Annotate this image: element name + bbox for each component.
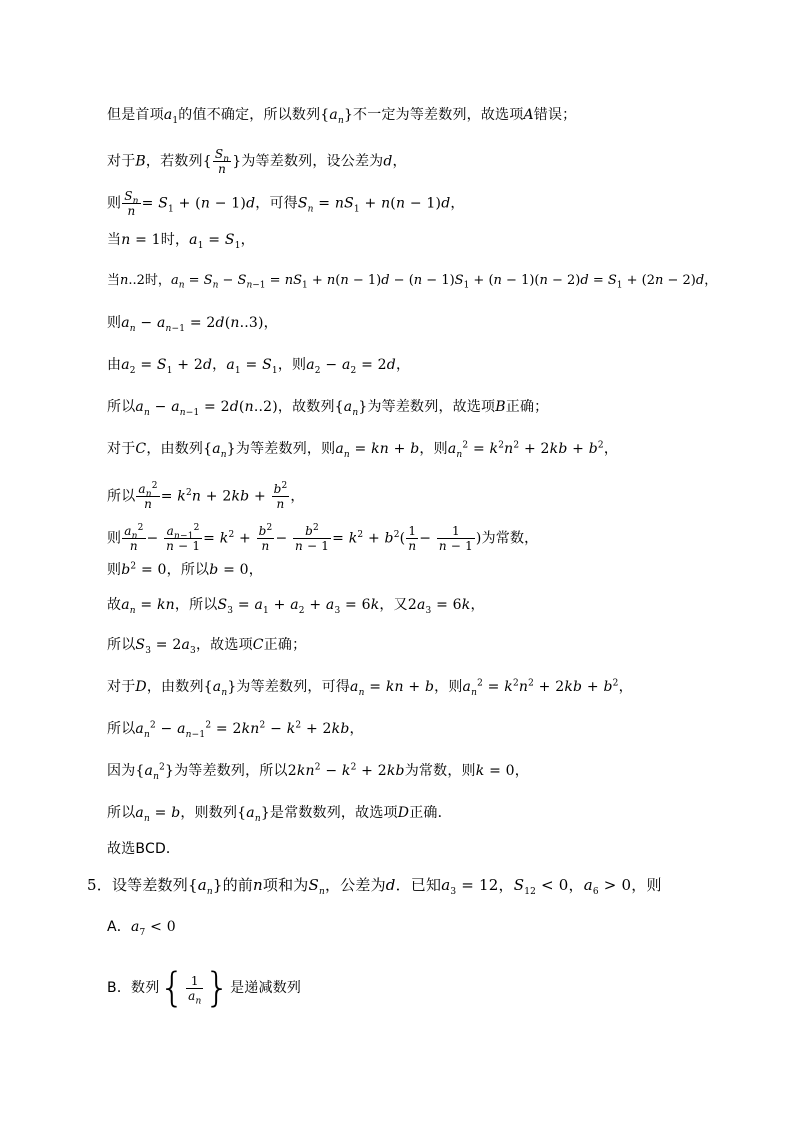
solution-line: 所以$a_n - a_{n-1} = 2d(n..2)$，故数列$\{a_n\}$为等差数列，故选项B正确； xyxy=(107,399,549,418)
solution-line: 因为$\{a_n^2\}$为等差数列，所以$2kn^2 - k^2 + 2kb$为常数，则k = 0， xyxy=(107,762,529,782)
question-5: 5．设等差数列$\{a_n\}$的前n项和为$S_n$，公差为d．已知$a_3 = 12$，$S_{12} < 0$，$a_6 > 0$，则 xyxy=(87,876,662,897)
solution-line: 则$b^2 = 0$，所以b = 0， xyxy=(107,561,263,578)
solution-line: 所以$a_n^2 - a_{n-1}^2 = 2kn^2 - k^2 + 2kb$， xyxy=(107,720,364,740)
option-b: B．数列{ $\frac{1}{a_n}$ }是递减数列 xyxy=(107,965,302,1011)
solution-line: 则 $\frac{S_n}{n}$ = $S_1 + (n - 1)d$，可得$S_n = nS_1 + n(n - 1)d$， xyxy=(107,189,465,218)
solution-line: 当n..2时，$a_n = S_n - S_{n-1} = nS_1 + n(n - 1)d - (n - 1)S_1 + (n - 1)(n - 2)d = S_1 + (2n - 2)d$， xyxy=(107,273,718,291)
solution-line: 但是首项$a_1$的值不确定，所以数列$\{a_n\}$不一定为等差数列，故选项A错误； xyxy=(107,107,577,126)
solution-line: 由$a_2 = S_1 + 2d$，$a_1 = S_1$，则$a_2 - a_2 = 2d$， xyxy=(107,357,411,376)
option-a: A．$a_7 < 0$ xyxy=(107,919,176,938)
solution-line: 所以 $\frac{a_n^2}{n}$ = $k^2n + 2kb$ + $\frac{b^2}{n}$ ， xyxy=(107,481,305,511)
solution-line: 对于C，由数列$\{a_n\}$为等差数列，则$a_n$ = kn + b，则$a_n^2 = k^2n^2 + 2kb + b^2$， xyxy=(107,440,619,460)
solution-line: 对于D，由数列$\{a_n\}$为等差数列，可得$a_n$ = kn + b，则$a_n^2 = k^2n^2 + 2kb + b^2$， xyxy=(107,678,633,698)
solution-line: 则$a_n - a_{n-1} = 2d(n..3)$， xyxy=(107,315,278,334)
solution-line: 则 $\frac{a_n^2}{n}$ − $\frac{a_{n-1}^2}{n - 1}$ = $k^2$ + $\frac{b^2}{n}$ − $\frac{b^2}{n - 1}$ = $k^2 + b^2$( $\frac{1}{n}$ − $\frac{1}{n - 1}$ )为常数， xyxy=(107,523,539,553)
solution-line: 故$a_n$ = kn，所以$S_3 = a_1 + a_2 + a_3 = 6k$，又$2a_3 = 6k$， xyxy=(107,597,485,616)
solution-line: 所以$a_n = b$，则数列$\{a_n\}$是常数数列，故选项D正确． xyxy=(107,805,452,824)
answer-line: 故选BCD． xyxy=(107,841,181,857)
solution-line: 对于B，若数列{ $\frac{S_n}{n}$ }为等差数列，设公差为d， xyxy=(107,147,407,176)
solution-line: 所以$S_3 = 2a_3$，故选项C正确； xyxy=(107,637,307,656)
solution-line: 当n = 1时，$a_1 = S_1$， xyxy=(107,232,255,251)
